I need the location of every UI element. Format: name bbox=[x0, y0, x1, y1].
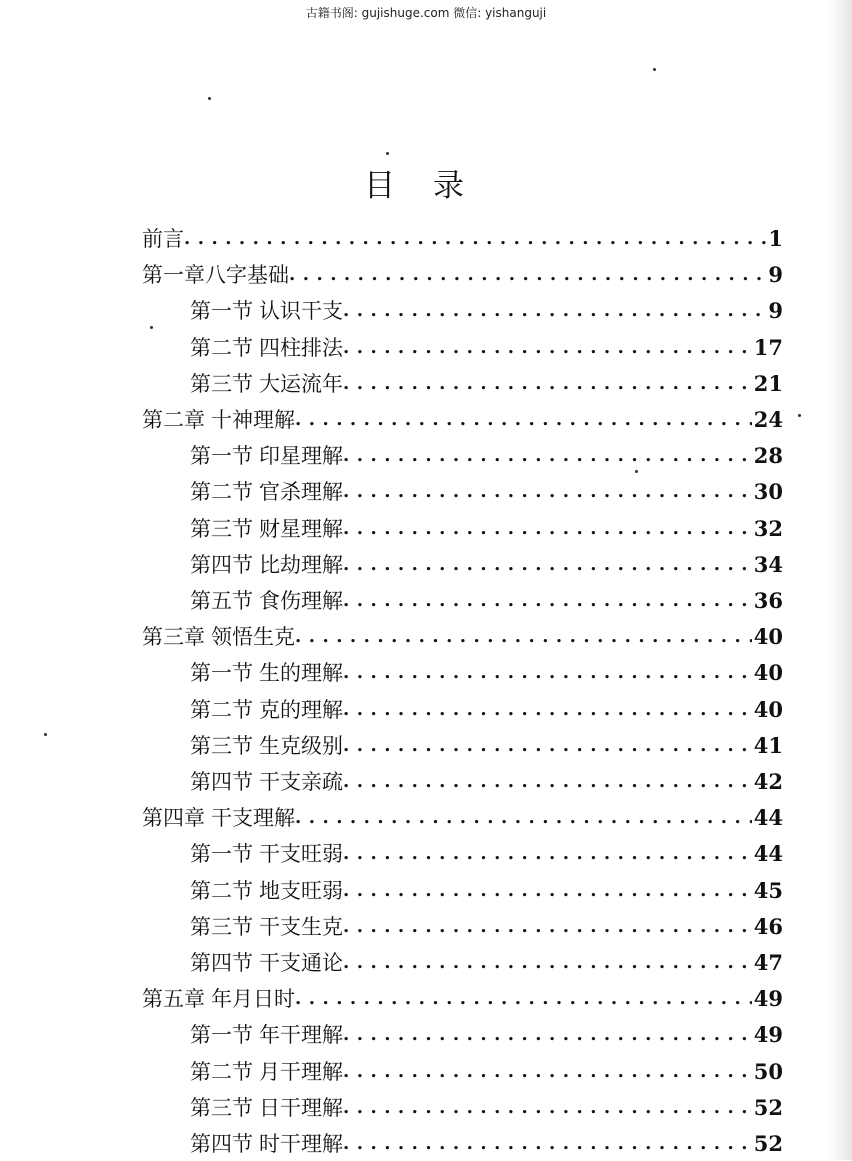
toc-section-row[interactable] bbox=[190, 367, 783, 401]
dot-leader bbox=[295, 620, 752, 654]
dot-leader bbox=[343, 1127, 752, 1161]
scan-speck bbox=[798, 414, 801, 417]
toc-section-row[interactable] bbox=[190, 765, 783, 799]
toc-label: 第五章 bbox=[142, 987, 205, 1012]
toc-chapter-row[interactable] bbox=[142, 222, 783, 256]
toc-section-row[interactable] bbox=[190, 910, 783, 944]
dot-leader bbox=[343, 294, 766, 328]
toc-label: 第三节 bbox=[190, 1095, 253, 1120]
toc-page-number: 21 bbox=[753, 370, 783, 396]
dot-leader bbox=[343, 729, 752, 763]
toc-section-title: 印星理解 bbox=[259, 444, 343, 469]
toc-label: 第二章 bbox=[142, 408, 205, 432]
dot-leader bbox=[289, 258, 766, 292]
toc-page-number: 9 bbox=[768, 262, 783, 288]
dot-leader bbox=[343, 837, 752, 871]
toc-label: 第三节 bbox=[190, 914, 253, 939]
toc-label: 第一节 bbox=[190, 661, 253, 686]
toc-label: 第一章八字基础 bbox=[142, 263, 289, 288]
toc-section-title: 生克级别 bbox=[259, 733, 343, 758]
toc-label: 前言 bbox=[142, 227, 184, 251]
toc-label: 第四章 bbox=[142, 806, 205, 831]
toc-section-row[interactable] bbox=[190, 837, 783, 871]
toc-page-number: 49 bbox=[753, 986, 783, 1012]
scan-speck bbox=[150, 326, 153, 329]
toc-page-number: 46 bbox=[753, 913, 783, 939]
toc-label: 第四节 bbox=[190, 552, 253, 577]
toc-chapter-row[interactable] bbox=[142, 258, 783, 292]
toc-section-title: 克的理解 bbox=[259, 697, 343, 722]
toc-label: 第二节 bbox=[190, 697, 253, 722]
toc-page-number: 49 bbox=[753, 1022, 783, 1048]
page-title: 目录 bbox=[364, 168, 502, 204]
toc-section-title: 干支通论 bbox=[259, 951, 343, 975]
scan-speck bbox=[208, 97, 211, 100]
dot-leader bbox=[343, 656, 752, 690]
toc-section-row[interactable] bbox=[190, 294, 783, 328]
dot-leader bbox=[343, 367, 752, 401]
dot-leader bbox=[295, 403, 752, 437]
toc-label: 第三章 bbox=[142, 625, 205, 650]
toc-page-number: 40 bbox=[753, 660, 783, 686]
toc-page-number: 45 bbox=[753, 877, 783, 903]
toc-chapter-row[interactable] bbox=[142, 620, 783, 654]
toc-section-title: 生的理解 bbox=[259, 661, 343, 686]
dot-leader bbox=[343, 693, 752, 727]
dot-leader bbox=[343, 475, 752, 509]
toc-section-title: 年月日时 bbox=[211, 987, 295, 1012]
toc-page-number: 24 bbox=[753, 407, 783, 432]
toc-page-number: 28 bbox=[753, 443, 783, 469]
toc-section-row[interactable] bbox=[190, 693, 783, 727]
toc-label: 第三节 bbox=[190, 733, 253, 758]
toc-page-number: 42 bbox=[753, 769, 783, 794]
dot-leader bbox=[343, 548, 752, 582]
toc-section-title: 干支理解 bbox=[211, 806, 295, 831]
toc-section-title: 干支旺弱 bbox=[259, 842, 343, 867]
toc-page-number: 50 bbox=[753, 1058, 783, 1084]
toc-page-number: 44 bbox=[753, 841, 783, 867]
toc-section-title: 食伤理解 bbox=[259, 589, 343, 613]
toc-section-title: 四柱排法 bbox=[259, 335, 343, 360]
dot-leader bbox=[343, 910, 752, 944]
scan-speck bbox=[653, 68, 656, 71]
toc-section-title: 财星理解 bbox=[259, 516, 343, 541]
toc-section-row[interactable] bbox=[190, 874, 783, 908]
toc-page-number: 52 bbox=[753, 1131, 783, 1156]
toc-label: 第四节 bbox=[190, 770, 253, 794]
toc-label: 第四节 bbox=[190, 1132, 253, 1156]
toc-section-title: 领悟生克 bbox=[211, 625, 295, 650]
toc-label: 第三节 bbox=[190, 371, 253, 396]
toc-page-number: 9 bbox=[768, 298, 783, 324]
toc-page-number: 1 bbox=[768, 226, 783, 251]
dot-leader bbox=[343, 946, 752, 980]
toc-section-row[interactable] bbox=[190, 331, 783, 365]
toc-page-number: 40 bbox=[753, 696, 783, 722]
dot-leader bbox=[184, 222, 766, 256]
watermark-text: 古籍书阁: gujishuge.com 微信: yishanguji bbox=[305, 6, 547, 20]
toc-page-number: 52 bbox=[753, 1094, 783, 1120]
scan-speck bbox=[635, 470, 638, 473]
dot-leader bbox=[343, 584, 752, 618]
toc-label: 第一节 bbox=[190, 842, 253, 867]
toc-section-title: 官杀理解 bbox=[259, 480, 343, 505]
scan-speck bbox=[44, 733, 47, 736]
toc-page-number: 17 bbox=[753, 334, 783, 360]
toc-label: 第二节 bbox=[190, 480, 253, 505]
dot-leader bbox=[295, 801, 752, 835]
toc-section-title: 十神理解 bbox=[211, 408, 295, 432]
toc-section-title: 时干理解 bbox=[259, 1132, 343, 1156]
toc-page-number: 30 bbox=[753, 479, 783, 505]
dot-leader bbox=[343, 439, 752, 473]
dot-leader bbox=[343, 331, 752, 365]
toc-section-row[interactable] bbox=[190, 656, 783, 690]
dot-leader bbox=[343, 874, 752, 908]
toc-page-number: 47 bbox=[753, 950, 783, 975]
dot-leader bbox=[295, 982, 752, 1016]
dot-leader bbox=[343, 765, 752, 799]
toc-section-row[interactable] bbox=[190, 946, 783, 980]
toc-chapter-row[interactable] bbox=[142, 801, 783, 835]
toc-section-title: 地支旺弱 bbox=[259, 878, 343, 903]
toc-page-number: 44 bbox=[753, 805, 783, 831]
toc-section-title: 年干理解 bbox=[259, 1023, 343, 1048]
toc-section-title: 认识干支 bbox=[259, 299, 343, 324]
toc-label: 第五节 bbox=[190, 589, 253, 613]
toc-section-row[interactable] bbox=[190, 1055, 783, 1089]
toc-section-row[interactable] bbox=[190, 475, 783, 509]
toc-section-row[interactable] bbox=[190, 584, 783, 618]
toc-section-row[interactable] bbox=[190, 548, 783, 582]
dot-leader bbox=[343, 1091, 752, 1125]
toc-page-number: 34 bbox=[753, 551, 783, 577]
toc-section-title: 干支生克 bbox=[259, 914, 343, 939]
toc-section-row[interactable] bbox=[190, 1018, 783, 1052]
toc-section-row[interactable] bbox=[190, 729, 783, 763]
toc-chapter-row[interactable] bbox=[142, 403, 783, 437]
toc-section-title: 比劫理解 bbox=[259, 552, 343, 577]
toc-section-row[interactable] bbox=[190, 1127, 783, 1161]
toc-section-row[interactable] bbox=[190, 512, 783, 546]
toc-section-title: 月干理解 bbox=[259, 1059, 343, 1084]
dot-leader bbox=[343, 512, 752, 546]
toc-label: 第二节 bbox=[190, 878, 253, 903]
dot-leader bbox=[343, 1055, 752, 1089]
toc-label: 第三节 bbox=[190, 516, 253, 541]
toc-label: 第四节 bbox=[190, 951, 253, 975]
toc-page-number: 40 bbox=[753, 624, 783, 650]
toc-label: 第一节 bbox=[190, 444, 253, 469]
scan-speck bbox=[386, 152, 389, 155]
toc-chapter-row[interactable] bbox=[142, 982, 783, 1016]
toc-label: 第二节 bbox=[190, 1059, 253, 1084]
toc-page-number: 36 bbox=[753, 588, 783, 613]
toc-section-row[interactable] bbox=[190, 1091, 783, 1125]
dot-leader bbox=[343, 1018, 752, 1052]
toc-section-title: 大运流年 bbox=[259, 371, 343, 396]
toc-section-title: 干支亲疏 bbox=[259, 770, 343, 794]
toc-label: 第二节 bbox=[190, 335, 253, 360]
toc-label: 第一节 bbox=[190, 299, 253, 324]
toc-page-number: 32 bbox=[753, 515, 783, 541]
toc-section-title: 日干理解 bbox=[259, 1095, 343, 1120]
toc-section-row[interactable] bbox=[190, 439, 783, 473]
toc-label: 第一节 bbox=[190, 1023, 253, 1048]
toc-page-number: 41 bbox=[753, 732, 783, 758]
